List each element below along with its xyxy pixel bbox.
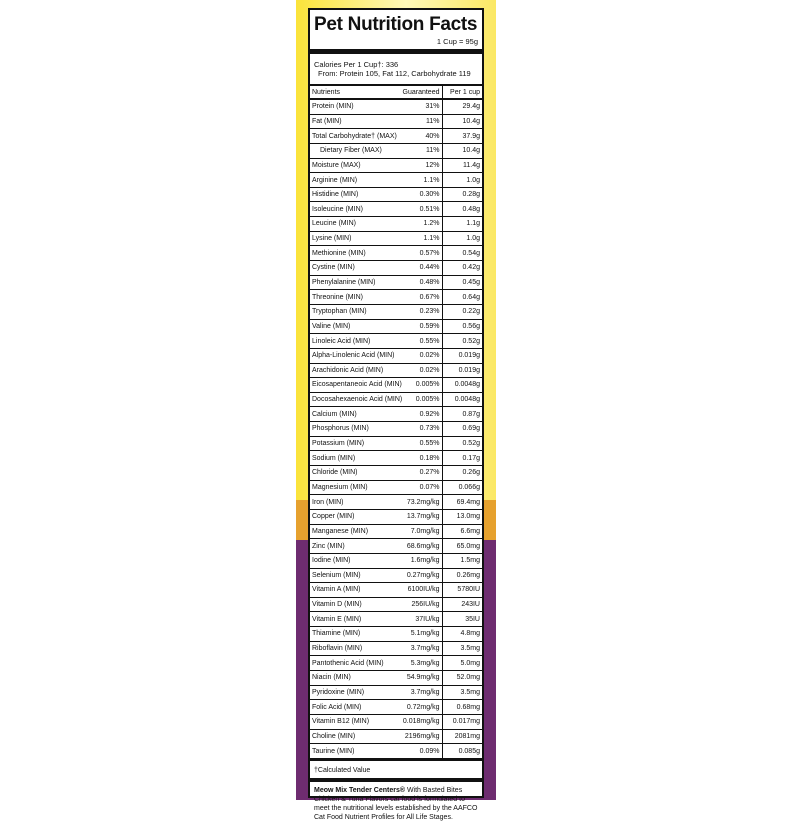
per-cup-value: 1.0g [442,173,482,188]
per-cup-value: 52.0mg [442,670,482,685]
per-cup-value: 10.4g [442,114,482,129]
per-cup-value: 5.0mg [442,656,482,671]
guaranteed-value: 0.18% [400,451,442,466]
per-cup-value: 37.9g [442,129,482,144]
guaranteed-value: 0.27mg/kg [400,568,442,583]
nutrient-name: Lysine (MIN) [310,231,400,246]
per-cup-value: 0.52g [442,436,482,451]
per-cup-value: 69.4mg [442,495,482,510]
guaranteed-value: 12% [400,158,442,173]
per-cup-value: 5780IU [442,583,482,598]
nutrient-name: Arachidonic Acid (MIN) [310,363,400,378]
guaranteed-value: 31% [400,99,442,114]
panel-title: Pet Nutrition Facts [314,14,478,35]
nutrient-name: Isoleucine (MIN) [310,202,400,217]
nutrient-name: Riboflavin (MIN) [310,641,400,656]
guaranteed-value: 68.6mg/kg [400,539,442,554]
nutrient-name: Leucine (MIN) [310,217,400,232]
per-cup-value: 1.1g [442,217,482,232]
nutrient-name: Total Carbohydrate† (MAX) [310,129,400,144]
per-cup-value: 243IU [442,597,482,612]
per-cup-value: 1.5mg [442,553,482,568]
per-cup-value: 0.017mg [442,714,482,729]
nutrient-name: Pantothenic Acid (MIN) [310,656,400,671]
table-row [310,568,482,583]
table-row [310,173,482,188]
table-row [310,583,482,598]
nutrient-name: Cystine (MIN) [310,261,400,276]
table-row [310,744,482,759]
table-row [310,539,482,554]
table-row [310,714,482,729]
per-cup-value: 0.56g [442,319,482,334]
brand-name: Meow Mix Tender Centers® [314,786,405,794]
per-cup-value: 2081mg [442,729,482,744]
table-row [310,187,482,202]
table-row [310,99,482,114]
per-cup-value: 0.69g [442,422,482,437]
nutrient-name: Protein (MIN) [310,99,400,114]
table-row [310,612,482,627]
per-cup-value: 11.4g [442,158,482,173]
guaranteed-value: 40% [400,129,442,144]
guaranteed-value: 37IU/kg [400,612,442,627]
guaranteed-value: 0.51% [400,202,442,217]
guaranteed-value: 1.2% [400,217,442,232]
table-row [310,114,482,129]
nutrient-name: Dietary Fiber (MAX) [310,143,400,158]
per-cup-value: 0.48g [442,202,482,217]
nutrient-name: Phosphorus (MIN) [310,422,400,437]
per-cup-value: 0.28g [442,187,482,202]
nutrient-name: Sodium (MIN) [310,451,400,466]
nutrient-name: Thiamine (MIN) [310,627,400,642]
nutrient-name: Iron (MIN) [310,495,400,510]
table-row [310,378,482,393]
nutrient-name: Vitamin B12 (MIN) [310,714,400,729]
table-row [310,480,482,495]
per-cup-value: 10.4g [442,143,482,158]
nutrient-name: Vitamin A (MIN) [310,583,400,598]
table-row [310,524,482,539]
nutrient-name: Valine (MIN) [310,319,400,334]
guaranteed-value: 7.0mg/kg [400,524,442,539]
per-cup-value: 29.4g [442,99,482,114]
nutrient-name: Eicosapentaneoic Acid (MIN) [310,378,400,393]
table-row [310,290,482,305]
per-cup-value: 0.085g [442,744,482,759]
per-cup-value: 0.42g [442,261,482,276]
guaranteed-value: 0.30% [400,187,442,202]
guaranteed-value: 2196mg/kg [400,729,442,744]
guaranteed-value: 256IU/kg [400,597,442,612]
guaranteed-value: 0.23% [400,304,442,319]
table-row [310,509,482,524]
guaranteed-value: 0.005% [400,378,442,393]
guaranteed-value: 0.09% [400,744,442,759]
table-row [310,129,482,144]
nutrient-name: Phenylalanine (MIN) [310,275,400,290]
guaranteed-value: 0.67% [400,290,442,305]
guaranteed-value: 0.27% [400,466,442,481]
nutrient-name: Magnesium (MIN) [310,480,400,495]
calories-from-line: From: Protein 105, Fat 112, Carbohydrate 119 [318,69,471,78]
brand-statement [310,782,482,826]
guaranteed-value: 0.57% [400,246,442,261]
table-row [310,641,482,656]
table-row [310,275,482,290]
nutrient-name: Taurine (MIN) [310,744,400,759]
table-row [310,685,482,700]
guaranteed-value: 3.7mg/kg [400,641,442,656]
table-row [310,700,482,715]
table-row [310,363,482,378]
guaranteed-value: 0.59% [400,319,442,334]
per-cup-value: 0.26mg [442,568,482,583]
table-row [310,246,482,261]
nutrient-name: Docosahexaenoic Acid (MIN) [310,392,400,407]
per-cup-value: 13.0mg [442,509,482,524]
guaranteed-value: 0.55% [400,334,442,349]
per-cup-value: 0.68mg [442,700,482,715]
table-row [310,334,482,349]
nutrient-name: Methionine (MIN) [310,246,400,261]
table-row [310,597,482,612]
nutrient-name: Copper (MIN) [310,509,400,524]
table-row [310,729,482,744]
per-cup-value: 4.8mg [442,627,482,642]
package-background [296,0,496,821]
nutrient-name: Choline (MIN) [310,729,400,744]
nutrient-name: Vitamin D (MIN) [310,597,400,612]
table-header-row [310,86,482,99]
per-cup-value: 0.22g [442,304,482,319]
guaranteed-value: 3.7mg/kg [400,685,442,700]
table-row [310,495,482,510]
per-cup-value: 6.6mg [442,524,482,539]
guaranteed-value: 0.02% [400,348,442,363]
table-row [310,143,482,158]
per-cup-value: 0.26g [442,466,482,481]
per-cup-value: 1.0g [442,231,482,246]
guaranteed-value: 0.72mg/kg [400,700,442,715]
header-per-cup: Per 1 cup [442,86,482,99]
nutrient-name: Niacin (MIN) [310,670,400,685]
per-cup-value: 0.64g [442,290,482,305]
footnote: †Calculated Value [310,759,482,782]
per-cup-value: 0.0048g [442,392,482,407]
nutrient-name: Iodine (MIN) [310,553,400,568]
nutrient-name: Histidine (MIN) [310,187,400,202]
nutrient-name: Pyridoxine (MIN) [310,685,400,700]
guaranteed-value: 73.2mg/kg [400,495,442,510]
guaranteed-value: 6100IU/kg [400,583,442,598]
guaranteed-value: 1.1% [400,173,442,188]
nutrient-table [310,86,482,759]
nutrient-name: Vitamin E (MIN) [310,612,400,627]
nutrient-name: Calcium (MIN) [310,407,400,422]
guaranteed-value: 0.02% [400,363,442,378]
per-cup-value: 0.52g [442,334,482,349]
table-row [310,670,482,685]
guaranteed-value: 11% [400,114,442,129]
table-row [310,422,482,437]
nutrient-name: Potassium (MIN) [310,436,400,451]
nutrient-name: Threonine (MIN) [310,290,400,305]
table-row [310,348,482,363]
nutrient-name: Arginine (MIN) [310,173,400,188]
table-row [310,231,482,246]
nutrient-name: Fat (MIN) [310,114,400,129]
per-cup-value: 0.87g [442,407,482,422]
guaranteed-value: 0.73% [400,422,442,437]
per-cup-value: 35IU [442,612,482,627]
serving-size: 1 Cup = 95g [310,36,482,54]
per-cup-value: 0.17g [442,451,482,466]
table-row [310,553,482,568]
guaranteed-value: 0.018mg/kg [400,714,442,729]
nutrient-name: Selenium (MIN) [310,568,400,583]
per-cup-value: 3.5mg [442,685,482,700]
nutrient-name: Tryptophan (MIN) [310,304,400,319]
table-row [310,202,482,217]
brand-text: With Basted Bites Chicken & Tuna Flavors cat food is formulated to meet the nutritional levels established by the AAFCO Cat Food Nutrient Profiles for All Life Stages. [314,786,478,821]
table-row [310,466,482,481]
guaranteed-value: 5.1mg/kg [400,627,442,642]
nutrient-name: Alpha-Linolenic Acid (MIN) [310,348,400,363]
table-row [310,407,482,422]
guaranteed-value: 11% [400,143,442,158]
nutrient-name: Moisture (MAX) [310,158,400,173]
per-cup-value: 0.45g [442,275,482,290]
table-row [310,319,482,334]
guaranteed-value: 0.48% [400,275,442,290]
per-cup-value: 0.0048g [442,378,482,393]
per-cup-value: 0.019g [442,363,482,378]
nutrient-name: Manganese (MIN) [310,524,400,539]
per-cup-value: 0.066g [442,480,482,495]
guaranteed-value: 0.07% [400,480,442,495]
table-row [310,436,482,451]
nutrition-facts-panel [308,8,484,821]
guaranteed-value: 0.44% [400,261,442,276]
calories-line: Calories Per 1 Cup†: 336 [314,60,399,69]
table-row [310,451,482,466]
guaranteed-value: 1.6mg/kg [400,553,442,568]
guaranteed-value: 0.92% [400,407,442,422]
per-cup-value: 3.5mg [442,641,482,656]
calories-block [310,54,482,86]
nutrient-name: Linoleic Acid (MIN) [310,334,400,349]
header-nutrients: Nutrients [310,86,400,99]
nutrient-name: Folic Acid (MIN) [310,700,400,715]
per-cup-value: 65.0mg [442,539,482,554]
guaranteed-value: 0.005% [400,392,442,407]
guaranteed-value: 54.9mg/kg [400,670,442,685]
guaranteed-value: 13.7mg/kg [400,509,442,524]
per-cup-value: 0.019g [442,348,482,363]
guaranteed-value: 5.3mg/kg [400,656,442,671]
guaranteed-value: 0.55% [400,436,442,451]
table-row [310,158,482,173]
per-cup-value: 0.54g [442,246,482,261]
nutrient-rows [310,99,482,758]
header-guaranteed: Guaranteed [400,86,442,99]
table-row [310,627,482,642]
table-row [310,656,482,671]
guaranteed-value: 1.1% [400,231,442,246]
table-row [310,392,482,407]
nutrient-name: Chloride (MIN) [310,466,400,481]
table-row [310,261,482,276]
table-row [310,304,482,319]
nutrient-name: Zinc (MIN) [310,539,400,554]
table-row [310,217,482,232]
